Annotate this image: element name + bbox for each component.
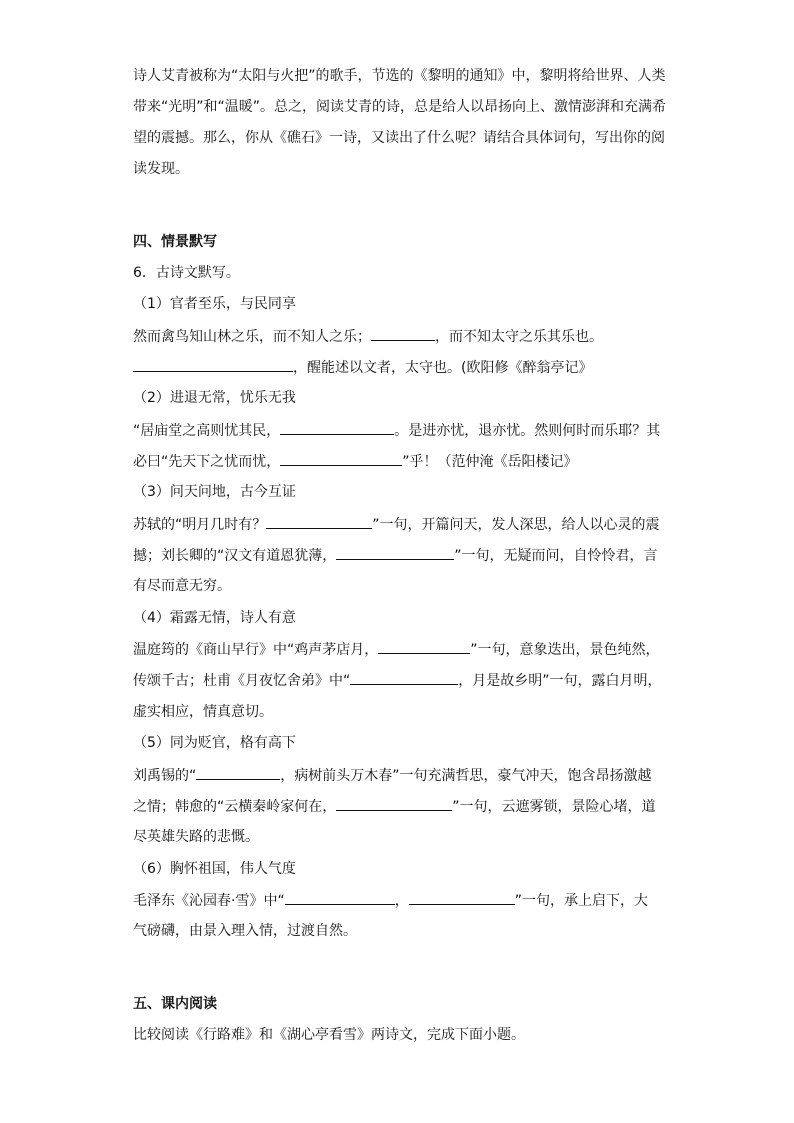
answer-blank[interactable] <box>350 670 458 685</box>
item-3-line-1 <box>133 514 660 534</box>
text-segment: 之情；韩愈的“云横秦岭家何在， <box>133 799 337 815</box>
item-5-line-3: 尽英雄失路的悲慨。 <box>133 829 259 845</box>
answer-blank[interactable] <box>280 420 394 435</box>
text-segment: 毛泽东《沁园春·雪》中“ <box>133 893 285 909</box>
section-5-heading: 五、课内阅读 <box>133 996 217 1012</box>
item-2-line-2 <box>133 451 578 471</box>
item-5-line-1 <box>133 765 652 785</box>
text-segment: ， <box>394 893 409 909</box>
answer-blank[interactable] <box>196 765 280 780</box>
item-3-title: （3）问天问地，古今互证 <box>133 484 296 500</box>
section-4-heading: 四、情景默写 <box>133 234 217 250</box>
item-6-title: （6）胸怀祖国，伟人气度 <box>133 861 296 877</box>
item-2-title: （2）进退无常，忧乐无我 <box>133 390 296 406</box>
item-4-line-3: 虚实相应，情真意切。 <box>133 704 273 720</box>
item-1-line-1 <box>133 326 603 346</box>
text-segment: 然而禽鸟知山林之乐，而不知人之乐； <box>133 329 371 345</box>
text-segment: ”一句，意象迭出，景色纯然， <box>470 642 660 658</box>
item-3-line-3: 有尽而意无穷。 <box>133 578 231 594</box>
section-5-instruction: 比较阅读《行路难》和《湖心亭看雪》两诗文，完成下面小题。 <box>133 1027 525 1043</box>
text-segment: ，醒能述以文者，太守也。(欧阳修《醉翁亭记》 <box>293 360 593 376</box>
item-5-title: （5）同为贬官，格有高下 <box>133 735 296 751</box>
question-6: 6．古诗文默写。 <box>133 265 240 281</box>
text-segment: ”一句，无疑而问，自怜怜君，言 <box>454 548 658 564</box>
text-segment: 苏轼的“明月几时有？ <box>133 517 267 533</box>
intro-line-2: 带来“光明”和“温暖”。总之，阅读艾青的诗，总是给人以昂扬向上、激情澎湃和充满希 <box>133 99 667 115</box>
answer-blank[interactable] <box>378 639 470 654</box>
item-4-line-2 <box>133 670 662 690</box>
answer-blank[interactable] <box>280 451 402 466</box>
answer-blank[interactable] <box>371 326 435 341</box>
answer-blank[interactable] <box>133 357 293 372</box>
intro-line-4: 读发现。 <box>133 161 189 177</box>
text-segment: “居庙堂之高则忧其民， <box>133 423 281 439</box>
text-segment: ，病树前头万木春”一句充满哲思，豪气冲天，饱含昂扬激越 <box>280 768 652 784</box>
text-segment: 。是进亦忧，退亦忧。然则何时而乐耶？其 <box>394 423 661 439</box>
text-segment: ”一句，开篇问天，发人深思，给人以心灵的震 <box>372 517 660 533</box>
text-segment: 刘禹锡的“ <box>133 768 197 784</box>
text-segment: 传颂千古；杜甫《月夜忆舍弟》中“ <box>133 673 351 689</box>
intro-line-1: 诗人艾青被称为“太阳与火把”的歌手，节选的《黎明的通知》中，黎明将给世界、人类 <box>133 68 666 84</box>
answer-blank[interactable] <box>285 890 395 905</box>
text-segment: ，月是故乡明”一句，露白月明， <box>458 673 662 689</box>
answer-blank[interactable] <box>409 890 515 905</box>
item-3-line-2 <box>133 545 658 565</box>
text-segment: ”一句，云遮雾锁，景险心堵，道 <box>452 799 656 815</box>
answer-blank[interactable] <box>336 545 454 560</box>
item-1-title: （1）官者至乐，与民同享 <box>133 296 296 312</box>
intro-line-3: 望的震撼。那么，你从《礁石》一诗，又读出了什么呢？请结合具体词句，写出你的阅 <box>133 130 665 146</box>
item-5-line-2 <box>133 796 656 816</box>
text-segment: 撼；刘长卿的“汉文有道恩犹薄， <box>133 548 337 564</box>
text-segment: ”乎！（范仲淹《岳阳楼记》 <box>402 454 578 470</box>
text-segment: 温庭筠的《商山早行》中“鸡声茅店月， <box>133 642 379 658</box>
answer-blank[interactable] <box>266 514 372 529</box>
item-6-line-2: 气磅礴，由景入理入情，过渡自然。 <box>133 923 357 939</box>
item-4-line-1 <box>133 639 660 659</box>
item-4-title: （4）霜露无情，诗人有意 <box>133 610 296 626</box>
item-1-line-2 <box>133 357 592 377</box>
text-segment: ，而不知太守之乐其乐也。 <box>435 329 603 345</box>
text-segment: ”一句，承上启下，大 <box>514 893 648 909</box>
item-2-line-1 <box>133 420 660 440</box>
text-segment: 必曰“先天下之忧而忧， <box>133 454 281 470</box>
answer-blank[interactable] <box>336 796 452 811</box>
item-6-line-1 <box>133 890 648 910</box>
